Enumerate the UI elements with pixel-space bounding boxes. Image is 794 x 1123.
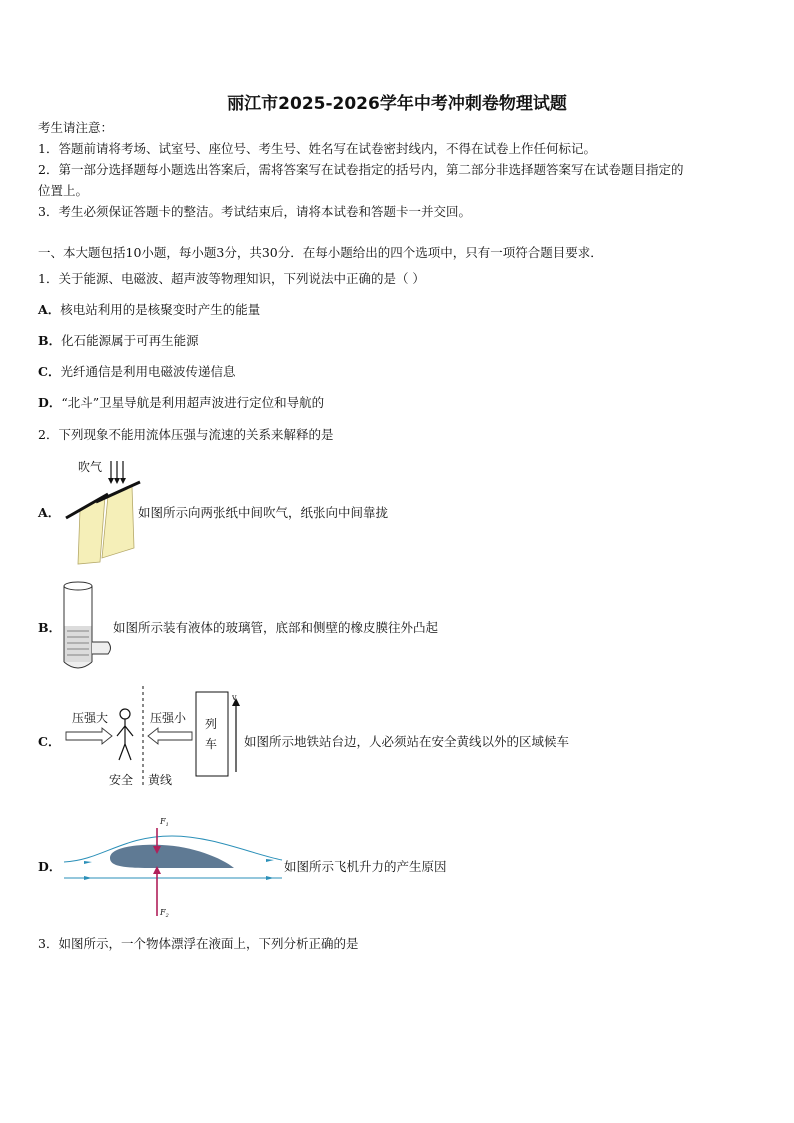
force-f1-label: $F_1$ bbox=[160, 817, 169, 828]
q1-option-a bbox=[38, 302, 260, 318]
option-text: 核电站利用的是核聚变时产生的能量 bbox=[60, 302, 261, 317]
q2-a-label: A． bbox=[38, 505, 61, 520]
tube-rim bbox=[64, 582, 92, 590]
paper-left bbox=[78, 496, 105, 564]
train-char-2: 车 bbox=[205, 737, 218, 751]
notice-item-2: 2．第一部分选择题每小题选出答案后，需将答案写在试卷指定的括号内，第二部分非选择题答案写在试卷题目指定的 bbox=[38, 162, 684, 177]
notice-item-2-cont: 位置上。 bbox=[38, 183, 89, 198]
option-label: C． bbox=[38, 364, 61, 379]
q1-stem: 1．关于能源、电磁波、超声波等物理知识，下列说法中正确的是（ ） bbox=[38, 271, 425, 286]
q1-option-c bbox=[38, 364, 235, 380]
wing-shape bbox=[110, 845, 234, 868]
force-f2-label: $F_2$ bbox=[160, 908, 169, 919]
blow-arrowheads bbox=[108, 478, 126, 484]
option-text: 化石能源属于可再生能源 bbox=[61, 333, 199, 348]
train-box bbox=[196, 692, 228, 776]
person-icon bbox=[117, 709, 133, 760]
option-text: “北斗”卫星导航是利用超声波进行定位和导航的 bbox=[61, 395, 325, 410]
liquid bbox=[65, 626, 92, 662]
arrow-left-icon bbox=[148, 728, 192, 744]
bottom-membrane bbox=[64, 662, 92, 668]
q2-a-text: 如图所示向两张纸中间吹气，纸张向中间靠拢 bbox=[138, 505, 389, 520]
notice-heading: 考生请注意： bbox=[38, 120, 114, 135]
notice-item-3: 3．考生必须保证答题卡的整洁。考试结束后，请将本试卷和答题卡一并交回。 bbox=[38, 204, 471, 219]
pressure-low-label: 压强小 bbox=[150, 711, 187, 725]
fig-label-blow: 吹气 bbox=[78, 460, 103, 474]
q2-c-label: C． bbox=[38, 734, 61, 749]
q2-b-label: B． bbox=[38, 620, 62, 635]
page-title: 丽江市2025-2026学年中考冲刺卷物理试题 bbox=[227, 94, 567, 114]
option-label: A． bbox=[38, 302, 61, 317]
notice-item-1: 1．答题前请将考场、试室号、座位号、考生号、姓名写在试卷密封线内，不得在试卷上作任何标记。 bbox=[38, 141, 596, 156]
airfoil-figure bbox=[62, 814, 284, 920]
option-label: B． bbox=[38, 333, 62, 348]
q2-b-text: 如图所示装有液体的玻璃管，底部和侧壁的橡皮膜往外凸起 bbox=[113, 620, 439, 635]
blow-arrows bbox=[111, 461, 123, 480]
q1-option-d bbox=[38, 395, 324, 411]
safe-label: 安全 bbox=[109, 773, 134, 787]
q2-d-text: 如图所示飞机升力的产生原因 bbox=[284, 859, 447, 874]
q3-stem: 3．如图所示，一个物体漂浮在液面上，下列分析正确的是 bbox=[38, 936, 359, 951]
yellow-line-label: 黄线 bbox=[148, 773, 173, 787]
q1-option-b bbox=[38, 333, 199, 349]
pressure-high-label: 压强大 bbox=[72, 711, 109, 725]
q2-d-label: D． bbox=[38, 859, 62, 874]
subway-platform-figure bbox=[62, 686, 242, 792]
arrow-right-icon bbox=[66, 728, 112, 744]
q2-c-text: 如图所示地铁站台边，人必须站在安全黄线以外的区域候车 bbox=[244, 734, 570, 749]
option-text: 光纤通信是利用电磁波传递信息 bbox=[60, 364, 236, 379]
section-heading: 一、本大题包括10小题，每小题3分，共30分．在每小题给出的四个选项中，只有一项符合题目要求． bbox=[38, 245, 603, 260]
glass-tube-figure bbox=[58, 578, 114, 674]
option-label: D． bbox=[38, 395, 62, 410]
q2-stem: 2．下列现象不能用流体压强与流速的关系来解释的是 bbox=[38, 427, 334, 442]
train-char-1: 列 bbox=[205, 717, 218, 731]
blowing-paper-figure bbox=[60, 458, 145, 568]
side-membrane bbox=[92, 642, 111, 654]
velocity-label: v bbox=[232, 693, 237, 702]
